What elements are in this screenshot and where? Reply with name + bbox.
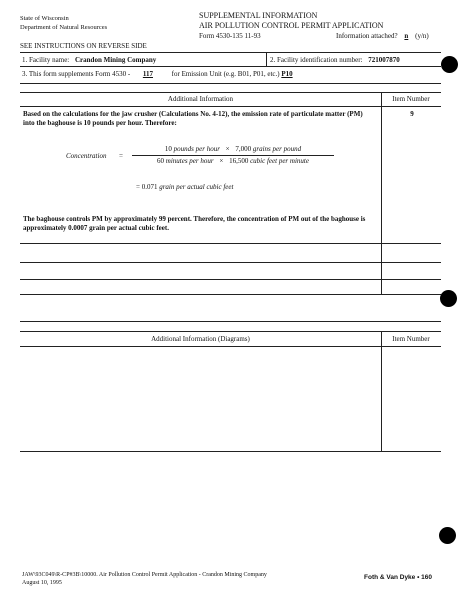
facility-id-row [270,56,400,65]
attached-value[interactable]: n [404,32,409,40]
item-column-divider [381,331,382,451]
divider [20,321,441,322]
divider [20,262,441,263]
footer-page-number: Foth & Van Dyke • 160 [364,574,433,581]
emission-unit-label: for Emission Unit (e.g. B01, P01, etc.) [171,70,280,78]
fraction-bar [132,155,334,156]
punch-hole-mark [441,56,458,73]
facility-id-label: 2. Facility identification number: [270,56,363,64]
department-label: Department of Natural Resources [20,24,108,31]
section2-item-header: Item Number [392,335,430,343]
item-number: 9 [410,110,414,118]
divider [20,294,441,295]
divider [20,92,441,93]
form-title-2: AIR POLLUTION CONTROL PERMIT APPLICATION [199,21,384,30]
divider [20,346,441,347]
punch-hole-mark [440,290,457,307]
supplements-value[interactable]: 117 [142,70,153,78]
fraction-numerator: 10 pounds per hour × 7,000 grains per pound [164,145,302,153]
facility-name-label: 1. Facility name: [22,56,70,64]
section1-header: Additional Information [167,95,234,103]
attached-label: Information attached? [336,32,398,40]
divider [20,66,441,67]
divider [20,279,441,280]
divider [20,52,441,53]
divider [20,331,441,332]
equals-sign: = [119,152,123,160]
divider [266,52,267,66]
supplements-label: 3. This form supplements Form 4530 - [22,70,131,78]
section2-header: Additional Information (Diagrams) [151,335,250,343]
punch-hole-mark [439,527,456,544]
section1-item-header: Item Number [392,95,430,103]
facility-name-row [22,56,156,65]
footer-date: August 10, 1995 [22,580,62,586]
divider [20,451,441,452]
form-number: Form 4530-135 11-93 [199,32,261,40]
divider [20,106,441,107]
facility-name-value[interactable]: Crandon Mining Company [75,56,157,64]
state-label: State of Wisconsin [20,15,69,22]
item-column-divider [381,92,382,294]
attached-suffix: (y/n) [415,32,429,40]
fraction-denominator: 60 minutes per hour × 16,500 cubic feet per minute [157,157,309,165]
paragraph-2: The baghouse controls PM by approximately 99 percent. Therefore, the concentration of PM out of the baghouse is approximately 0.0007 grain per actual cubic feet. [23,215,366,232]
divider [20,243,441,244]
result-line: = 0.071 grain per actual cubic feet [136,183,234,191]
footer-reference: JAW\93C049\R-CP#3B\10000. Air Pollution Control Permit Application - Crandon Mining Company [22,572,267,578]
attached-field [336,32,429,41]
concentration-label: Concentration [66,152,107,160]
facility-id-value[interactable]: 721007870 [368,56,400,64]
divider [20,83,441,84]
instructions-note: SEE INSTRUCTIONS ON REVERSE SIDE [20,42,147,50]
paragraph-1: Based on the calculations for the jaw crusher (Calculations No. 4-12), the emission rate of particulate matter (PM) into the baghouse is 10 pounds per hour. Therefore: [23,110,363,127]
supplements-row [22,70,345,79]
emission-unit-value[interactable]: P10 [281,70,293,78]
form-title-1: SUPPLEMENTAL INFORMATION [199,11,318,20]
